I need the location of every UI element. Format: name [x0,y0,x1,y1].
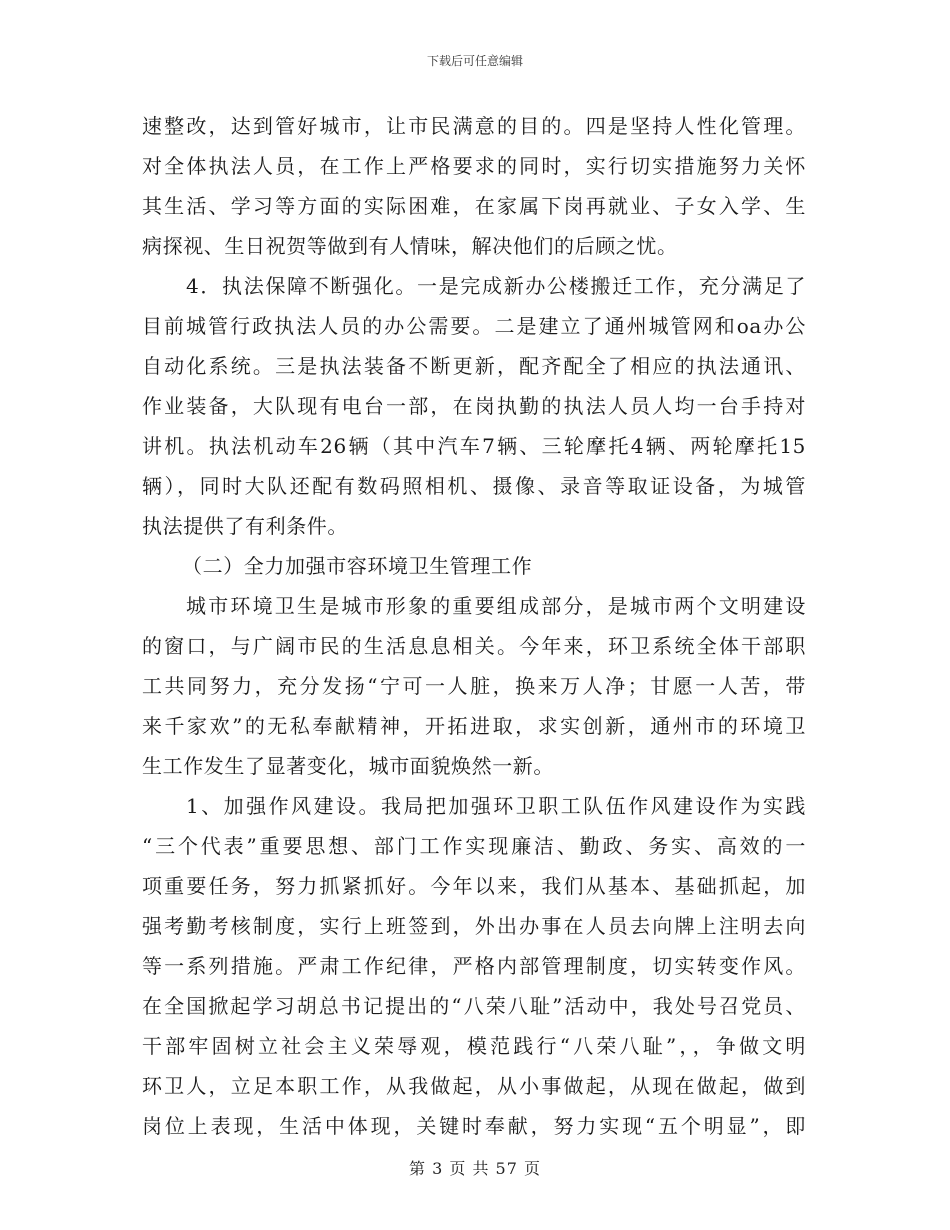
text-line: 强考勤考核制度，实行上班签到，外出办事在人员去向牌上注明去向 [142,914,806,938]
text-line: 等一系列措施。严肃工作纪律，严格内部管理制度，切实转变作风。 [142,954,806,978]
text-line: 1、加强作风建设。我局把加强环卫职工队伍作风建设作为实践 [186,794,806,818]
text-line: 4．执法保障不断强化。一是完成新办公楼搬迁工作，充分满足了 [186,274,806,298]
text-line: 环卫人，立足本职工作，从我做起，从小事做起，从现在做起，做到 [142,1074,806,1098]
document-body [142,106,806,1146]
text-line: 作业装备，大队现有电台一部，在岗执勤的执法人员人均一台手持对 [142,394,806,418]
text-line: 讲机。执法机动车26辆（其中汽车7辆、三轮摩托4辆、两轮摩托15 [142,434,806,458]
text-line: “三个代表”重要思想、部门工作实现廉洁、勤政、务实、高效的一 [142,834,806,858]
text-line: 目前城管行政执法人员的办公需要。二是建立了通州城管网和oa办公 [142,314,806,338]
text-line: 辆），同时大队还配有数码照相机、摄像、录音等取证设备，为城管 [142,474,806,498]
text-line: 生工作发生了显著变化，城市面貌焕然一新。 [142,754,554,778]
text-line: 城市环境卫生是城市形象的重要组成部分，是城市两个文明建设 [186,594,806,618]
text-line: 速整改，达到管好城市，让市民满意的目的。四是坚持人性化管理。 [142,114,806,138]
page-header-note: 下载后可任意编辑 [426,54,523,68]
text-line: 在全国掀起学习胡总书记提出的“八荣八耻”活动中，我处号召党员、 [142,994,806,1018]
text-line: 对全体执法人员，在工作上严格要求的同时，实行切实措施努力关怀 [142,154,806,178]
page-number: 第 3 页 共 57 页 [409,1159,541,1178]
text-line: 项重要任务，努力抓紧抓好。今年以来，我们从基本、基础抓起，加 [142,874,806,898]
section-heading: （二）全力加强市容环境卫生管理工作 [182,554,533,578]
text-line: 来千家欢”的无私奉献精神，开拓进取，求实创新，通州市的环境卫 [142,714,806,738]
text-line: 其生活、学习等方面的实际困难，在家属下岗再就业、子女入学、生 [142,194,806,218]
text-line: 的窗口，与广阔市民的生活息息相关。今年来，环卫系统全体干部职 [142,634,806,658]
text-line: 执法提供了有利条件。 [142,514,348,538]
text-line: 病探视、生日祝贺等做到有人情味，解决他们的后顾之忧。 [142,234,678,258]
text-line: 干部牢固树立社会主义荣辱观，模范践行“八荣八耻”，，争做文明 [142,1034,806,1058]
text-line: 工共同努力，充分发扬“宁可一人脏，换来万人净；甘愿一人苦，带 [142,674,806,698]
text-line: 自动化系统。三是执法装备不断更新，配齐配全了相应的执法通讯、 [142,354,806,378]
text-line: 岗位上表现，生活中体现，关键时奉献，努力实现“五个明显”，即 [142,1114,806,1138]
